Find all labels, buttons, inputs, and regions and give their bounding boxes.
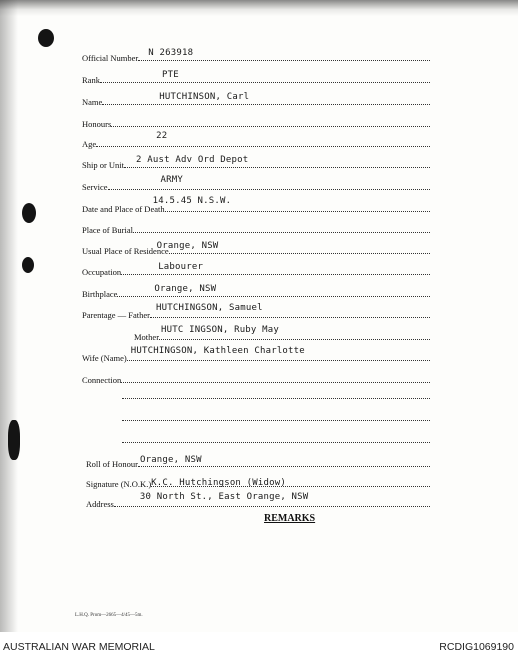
form-code: L.H.Q. Prom—2665—4/45—5m. <box>75 613 143 618</box>
field-label: Parentage — Father <box>82 310 150 320</box>
field-name <box>82 94 430 108</box>
field-rank <box>82 72 430 86</box>
field-value: HUTCHINGSON, Kathleen Charlotte <box>130 346 305 356</box>
field-value: 14.5.45 N.S.W. <box>152 196 232 206</box>
field-honours <box>82 116 430 130</box>
field-value: Labourer <box>158 262 204 272</box>
connection-line <box>122 441 430 443</box>
field-label: Official Number <box>82 53 139 63</box>
field-value: 30 North St., East Orange, NSW <box>139 492 309 502</box>
scan-edge-shadow <box>0 0 518 16</box>
field-value: Orange, NSW <box>156 241 219 251</box>
remarks-heading: REMARKS <box>264 513 316 524</box>
field-value: 22 <box>156 131 168 141</box>
punch-hole-bottom <box>8 420 20 460</box>
field-service <box>82 175 430 193</box>
field-connection <box>82 372 430 386</box>
field-label: Ship or Unit <box>82 160 125 170</box>
field-label: Mother <box>134 332 160 342</box>
punch-hole-top <box>38 29 54 47</box>
field-label: Age <box>82 139 97 149</box>
field-age <box>82 131 430 150</box>
field-value: Orange, NSW <box>139 455 202 465</box>
field-value: HUTCHINSON, Carl <box>159 92 250 102</box>
field-usual-residence <box>82 243 430 257</box>
field-label: Name <box>82 97 103 107</box>
field-label: Usual Place of Residence <box>82 246 169 256</box>
field-wife <box>82 346 430 364</box>
field-label: Occupation <box>82 267 122 277</box>
field-value: ARMY <box>160 175 183 185</box>
field-official-number <box>82 50 430 64</box>
connection-line <box>122 397 430 399</box>
field-label: Rank <box>82 75 100 85</box>
field-birthplace <box>82 286 430 300</box>
field-value: 2 Aust Adv Ord Depot <box>136 155 249 165</box>
field-label: Date and Place of Death <box>82 204 165 214</box>
punch-hole-lower <box>22 257 34 273</box>
field-label: Signature (N.O.K.) <box>86 479 152 489</box>
field-value: PTE <box>161 70 179 80</box>
field-label: Address <box>86 499 114 509</box>
field-ship-or-unit <box>82 157 430 171</box>
field-value: Orange, NSW <box>154 284 217 294</box>
field-signature <box>86 476 430 490</box>
field-label: Birthplace <box>82 289 118 299</box>
field-address <box>86 492 430 510</box>
field-label: Honours <box>82 119 112 129</box>
field-label: Roll of Honour <box>86 459 138 469</box>
field-date-place-death <box>82 196 430 215</box>
footer-source: AUSTRALIAN WAR MEMORIAL <box>3 641 155 653</box>
field-value: HUTCHINGSON, Samuel <box>155 303 263 313</box>
field-father <box>82 303 430 321</box>
connection-line <box>122 419 430 421</box>
field-mother <box>134 325 430 343</box>
field-label: Wife (Name) <box>82 353 127 363</box>
footer-record-id: RCDIG1069190 <box>439 641 514 653</box>
field-label: Place of Burial <box>82 225 133 235</box>
footer-bar <box>0 632 518 654</box>
field-occupation <box>82 264 430 278</box>
field-place-of-burial <box>82 222 430 236</box>
scan-left-shadow <box>0 0 18 632</box>
punch-hole-middle <box>22 203 36 223</box>
field-roll-of-honour <box>86 456 430 470</box>
field-value: HUTC INGSON, Ruby May <box>161 325 280 335</box>
field-value: N 263918 <box>148 48 194 58</box>
field-label: Connection <box>82 375 122 385</box>
field-label: Service <box>82 182 108 192</box>
field-value: K.C. Hutchingson (Widow) <box>151 478 286 488</box>
